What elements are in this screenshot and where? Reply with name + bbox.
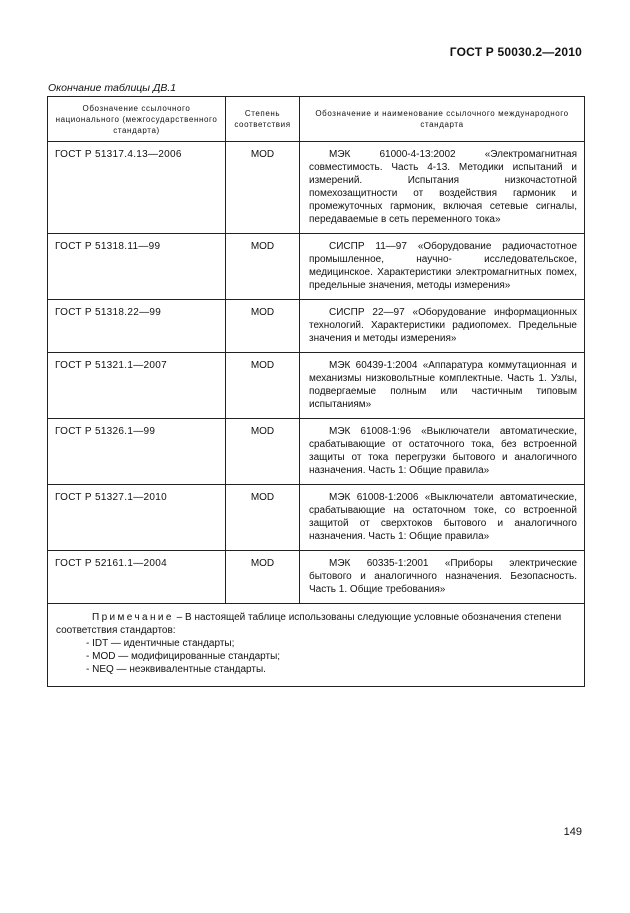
document-code: ГОСТ Р 50030.2—2010 <box>449 45 582 59</box>
national-standard-cell: ГОСТ Р 51317.4.13—2006 <box>48 142 226 234</box>
table-row <box>48 485 585 551</box>
column-header-degree: Степень соответствия <box>226 97 300 142</box>
degree-cell: MOD <box>226 419 300 485</box>
table-row <box>48 551 585 604</box>
degree-cell: MOD <box>226 142 300 234</box>
degree-cell: MOD <box>226 353 300 419</box>
international-standard-cell <box>300 551 585 604</box>
note-paragraph <box>56 611 576 637</box>
international-standard-cell <box>300 353 585 419</box>
note-list-item: - IDT — идентичные стандарты; <box>86 638 235 649</box>
national-standard-cell: ГОСТ Р 51321.1—2007 <box>48 353 226 419</box>
note-cell <box>48 604 585 687</box>
note-text: – В настоящей таблице использованы следующие условные обозначения степени соответствия стандартов: <box>56 612 562 636</box>
column-header-national: Обозначение ссылочного национального (межгосударственного стандарта) <box>48 97 226 142</box>
table-row <box>48 234 585 300</box>
degree-cell: MOD <box>226 551 300 604</box>
table-row <box>48 419 585 485</box>
degree-cell: MOD <box>226 234 300 300</box>
international-standard-cell <box>300 142 585 234</box>
international-standard-cell <box>300 300 585 353</box>
national-standard-cell: ГОСТ Р 51318.11—99 <box>48 234 226 300</box>
table-row <box>48 353 585 419</box>
note-list-item: - NEQ — неэквивалентные стандарты. <box>86 664 266 675</box>
degree-cell: MOD <box>226 300 300 353</box>
national-standard-cell: ГОСТ Р 52161.1—2004 <box>48 551 226 604</box>
table-row <box>48 300 585 353</box>
table-row <box>48 142 585 234</box>
international-standard-cell <box>300 485 585 551</box>
international-standard-text: МЭК 61008-1:96 «Выключатели автоматические, срабатывающие от остаточного тока, без встроенной защиты от тока перегрузки бытового и аналогичного назначения. Часть 1: Общие правила» <box>309 426 577 476</box>
international-standard-cell <box>300 419 585 485</box>
international-standard-text: МЭК 61008-1:2006 «Выключатели автоматические, срабатывающие на остаточном токе, со встроенной защитой от сверхтоков бытового и аналогичного назначения. Часть 1: Общие правила» <box>309 492 577 542</box>
note-list-item: - MOD — модифицированные стандарты; <box>86 651 281 662</box>
page-number: 149 <box>563 826 582 838</box>
international-standard-text: МЭК 60335-1:2001 «Приборы электрические бытового и аналогичного назначения. Безопасность. Часть 1. Общие требования» <box>309 558 577 595</box>
note-row <box>48 604 585 687</box>
international-standard-text: МЭК 61000-4-13:2002 «Электромагнитная совместимость. Часть 4-13. Методики испытаний и измерений. Испытания низкочастотной помехозащитности от воздействия гармоник и промежуточных гармоник, включая сетевые сигналы, передаваемые в сеть переменного тока» <box>309 149 577 225</box>
international-standard-text: СИСПР 11—97 «Оборудование радиочастотное промышленное, научно- исследовательское, медицинское. Характеристики электромагнитных помех, предельные значения, методы измерения» <box>309 241 577 291</box>
table-header-row <box>48 97 585 142</box>
table-caption: Окончание таблицы ДВ.1 <box>48 82 177 94</box>
national-standard-cell: ГОСТ Р 51326.1—99 <box>48 419 226 485</box>
degree-cell: MOD <box>226 485 300 551</box>
column-header-international: Обозначение и наименование ссылочного международного стандарта <box>300 97 585 142</box>
national-standard-cell: ГОСТ Р 51318.22—99 <box>48 300 226 353</box>
international-standard-cell <box>300 234 585 300</box>
international-standard-text: МЭК 60439-1:2004 «Аппаратура коммутационная и механизмы низковольтные комплектные. Часть 1. Узлы, подвергаемые полным или частичным типовым испытаниям» <box>309 360 577 410</box>
reference-standards-table <box>47 96 585 687</box>
international-standard-text: СИСПР 22—97 «Оборудование информационных технологий. Характеристики радиопомех. Предельные значения и методы измерения» <box>309 307 577 344</box>
national-standard-cell: ГОСТ Р 51327.1—2010 <box>48 485 226 551</box>
note-label: Примечание <box>92 612 174 623</box>
